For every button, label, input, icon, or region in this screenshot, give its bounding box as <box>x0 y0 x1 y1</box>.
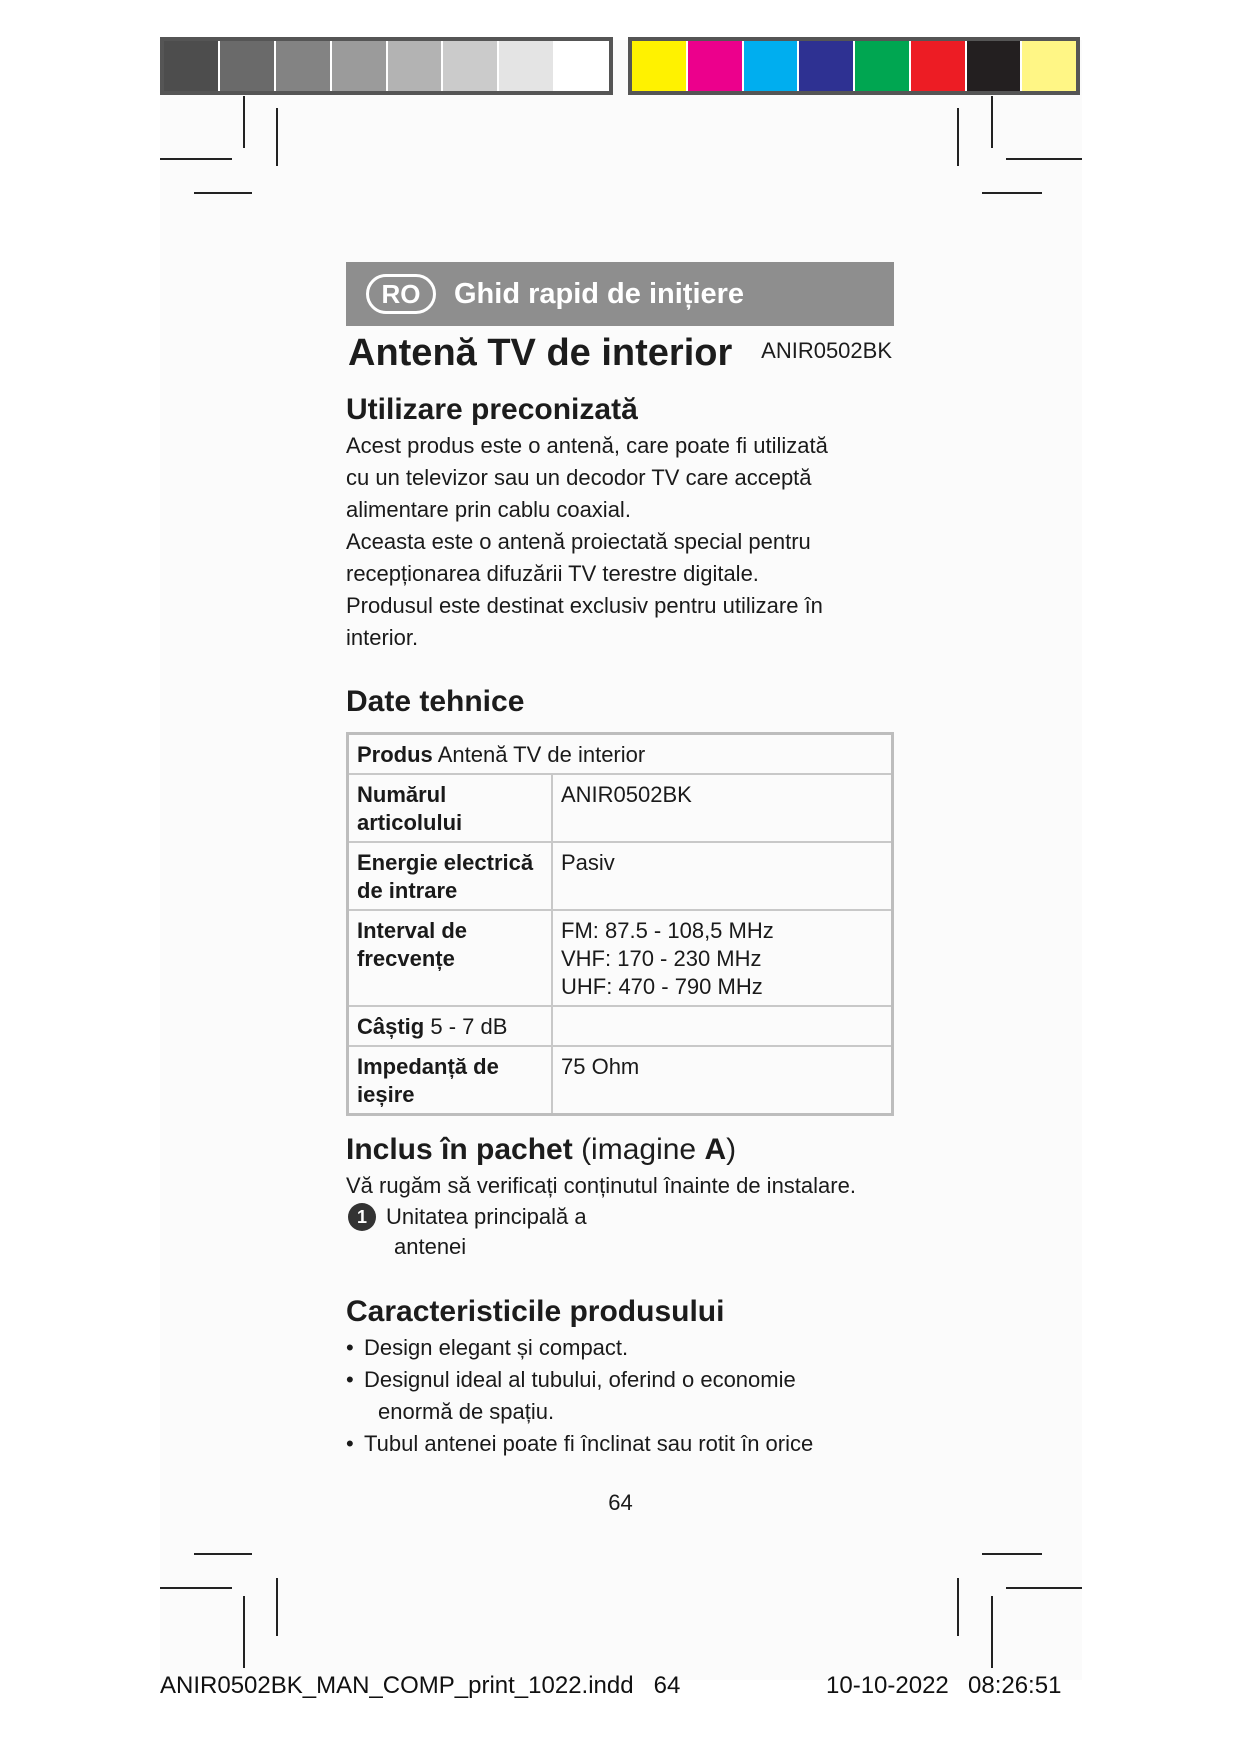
spec-value: Antenă TV de interior <box>437 742 646 767</box>
tech-specs-table <box>346 732 894 1116</box>
banner-title: Ghid rapid de inițiere <box>454 277 745 310</box>
included-heading-rest: (imagine <box>581 1133 697 1166</box>
gray-swatch <box>499 41 555 91</box>
spec-value <box>552 910 893 1006</box>
included-heading-close: ) <box>726 1133 737 1166</box>
feature-line: • Designul ideal al tubului, oferind o economie <box>364 1367 796 1392</box>
intended-use-heading: Utilizare preconizată <box>346 393 638 426</box>
crop-mark <box>160 158 232 160</box>
table-cell <box>348 1006 553 1046</box>
spec-label: Produs <box>357 742 433 767</box>
table-cell <box>552 1006 893 1046</box>
gray-swatch <box>555 41 609 91</box>
model-number: ANIR0502BK <box>761 338 892 363</box>
feature-line: enormă de spațiu. <box>378 1399 555 1424</box>
language-badge: RO <box>366 274 436 314</box>
table-row <box>348 842 893 910</box>
color-swatch <box>744 41 800 91</box>
frequency-line: UHF: 470 - 790 MHz <box>561 974 763 999</box>
color-swatch <box>1022 41 1076 91</box>
color-calibration-bar <box>628 37 1080 95</box>
table-row <box>348 910 893 1006</box>
crop-mark <box>276 108 278 166</box>
list-item <box>346 1332 894 1364</box>
crop-mark <box>957 1578 959 1636</box>
spec-value: Pasiv <box>552 842 893 910</box>
crop-mark <box>194 192 252 194</box>
included-item-line: antenei <box>394 1234 467 1259</box>
intended-use-line: Aceasta este o antenă proiectată special pentru <box>346 529 811 554</box>
crop-mark <box>160 1587 232 1589</box>
spec-value: 5 - 7 dB <box>430 1014 508 1039</box>
frequency-line: FM: 87.5 - 108,5 MHz <box>561 918 774 943</box>
number-one-icon: 1 <box>348 1203 376 1231</box>
features-list <box>346 1332 894 1460</box>
frequency-line: VHF: 170 - 230 MHz <box>561 946 762 971</box>
crop-mark <box>991 96 993 148</box>
features-heading: Caracteristicile produsului <box>346 1295 725 1328</box>
gray-swatch <box>332 41 388 91</box>
list-item <box>346 1428 894 1460</box>
intended-use-line: Produsul este destinat exclusiv pentru utilizare în <box>346 593 823 618</box>
gray-swatch <box>388 41 444 91</box>
table-row <box>348 1006 893 1046</box>
gray-swatch <box>276 41 332 91</box>
crop-mark <box>243 96 245 148</box>
title-row <box>346 332 894 390</box>
feature-line: Design elegant și compact. <box>364 1335 629 1360</box>
feature-line: Tubul antenei poate fi înclinat sau rotit în orice <box>364 1431 814 1456</box>
color-swatch <box>688 41 744 91</box>
included-intro: Vă rugăm să verificați conținutul înainte de instalare. <box>346 1173 856 1198</box>
slug-date: 10-10-2022 <box>826 1672 949 1699</box>
crop-mark <box>1006 158 1082 160</box>
spec-label: Interval de frecvențe <box>348 910 553 1006</box>
table-row <box>348 774 893 842</box>
intended-use-line: Acest produs este o antenă, care poate fi utilizată <box>346 433 828 458</box>
intended-use-line: cu un televizor sau un decodor TV care acceptă <box>346 465 812 490</box>
spec-value: ANIR0502BK <box>552 774 893 842</box>
table-row <box>348 1046 893 1115</box>
table-cell <box>348 734 893 775</box>
table-row <box>348 734 893 775</box>
color-swatch <box>967 41 1023 91</box>
color-swatch <box>632 41 688 91</box>
intended-use-line: interior. <box>346 625 419 650</box>
gray-swatch <box>164 41 220 91</box>
color-swatch <box>911 41 967 91</box>
included-heading <box>346 1130 894 1170</box>
spec-label: Energie electrică de intrare <box>348 842 553 910</box>
included-heading-letter: A <box>704 1133 727 1166</box>
crop-mark <box>982 192 1042 194</box>
list-item <box>346 1364 894 1428</box>
slug-filename: ANIR0502BK_MAN_COMP_print_1022.indd 64 <box>160 1672 681 1699</box>
slug-time: 08:26:51 <box>968 1672 1062 1699</box>
crop-mark <box>991 1596 993 1668</box>
page-number: 64 <box>608 1490 633 1515</box>
spec-label: Numărul articolului <box>348 774 553 842</box>
crop-mark <box>194 1553 252 1555</box>
color-swatch <box>799 41 855 91</box>
crop-mark <box>957 108 959 166</box>
included-item-line: Unitatea principală a <box>386 1204 587 1229</box>
color-swatch <box>855 41 911 91</box>
spec-value: 75 Ohm <box>552 1046 893 1115</box>
crop-mark <box>982 1553 1042 1555</box>
crop-mark <box>243 1596 245 1668</box>
intended-use-line: alimentare prin cablu coaxial. <box>346 497 631 522</box>
crop-mark <box>276 1578 278 1636</box>
included-heading-bold: Inclus în pachet <box>346 1133 573 1166</box>
crop-mark <box>1006 1587 1082 1589</box>
intended-use-line: recepționarea difuzării TV terestre digitale. <box>346 561 759 586</box>
gray-swatch <box>443 41 499 91</box>
manual-content <box>346 262 894 1460</box>
spec-label: Câștig <box>357 1014 425 1039</box>
gray-swatch <box>220 41 276 91</box>
language-banner <box>346 262 894 326</box>
grayscale-calibration-bar <box>160 37 613 95</box>
tech-data-heading: Date tehnice <box>346 685 525 718</box>
spec-label: Impedanță de ieșire <box>348 1046 553 1115</box>
list-item <box>346 1202 894 1262</box>
page-title: Antenă TV de interior <box>348 332 733 374</box>
included-item-text <box>386 1202 587 1262</box>
